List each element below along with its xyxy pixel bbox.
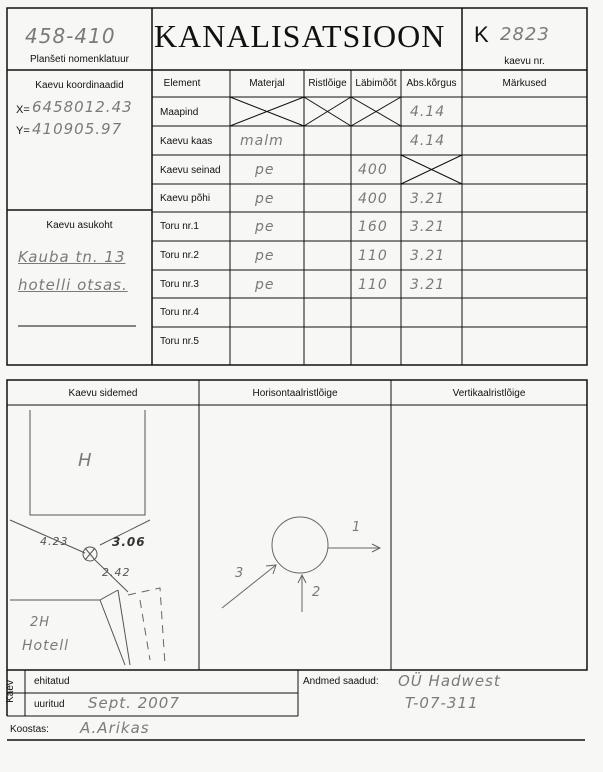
pipe-label-2: 2 (312, 585, 322, 600)
well-label: kaevu nr. (504, 56, 545, 67)
data-source-line2: T-07-311 (405, 694, 479, 712)
data-source-label: Andmed saadud: (303, 676, 379, 687)
location-line2: hotelli otsas. (18, 276, 128, 294)
row-element: Toru nr.2 (160, 250, 199, 261)
row-material: pe (255, 248, 275, 264)
sheet-label: Planšeti nomenklatuur (30, 54, 129, 65)
row-height: 4.14 (410, 133, 446, 149)
row-height: 3.21 (410, 191, 446, 207)
col-ristloige: Ristlõige (308, 78, 347, 89)
page-title: KANALISATSIOON (154, 18, 446, 54)
row-material: malm (240, 133, 284, 149)
row-material: pe (255, 277, 275, 293)
measured-label: uuritud (34, 699, 65, 710)
row-element: Toru nr.5 (160, 336, 199, 347)
horizontal-section-heading: Horisontaalristlõige (252, 388, 338, 399)
x-prefix: X= (16, 104, 30, 116)
distance-2: 3.06 (112, 535, 146, 549)
footer-side-label: Kaev (4, 680, 16, 703)
col-element: Element (163, 78, 201, 89)
row-element: Maapind (160, 107, 199, 118)
y-prefix: Y= (16, 125, 30, 137)
row-height: 3.21 (410, 248, 446, 264)
pipe-label-1: 1 (352, 520, 362, 535)
row-element: Kaevu seinad (160, 165, 221, 176)
row-diameter: 110 (358, 248, 388, 264)
row-diameter: 400 (358, 162, 388, 178)
author-value: A.Arikas (80, 719, 150, 737)
row-element: Toru nr.4 (160, 307, 199, 318)
data-source-line1: OÜ Hadwest (398, 672, 501, 690)
row-height: 4.14 (410, 104, 446, 120)
built-label: ehitatud (34, 676, 70, 687)
vertical-section-heading: Vertikaalristlõige (452, 388, 526, 399)
row-material: pe (255, 162, 275, 178)
row-material: pe (255, 191, 275, 207)
coords-label: Kaevu koordinaadid (35, 80, 124, 91)
col-materjal: Materjal (249, 78, 285, 89)
row-diameter: 110 (358, 277, 388, 293)
links-heading: Kaevu sidemed (68, 388, 138, 399)
distance-1: 4.23 (40, 535, 69, 548)
row-height: 3.21 (410, 277, 446, 293)
building-h: H (78, 450, 93, 471)
sheet-value: 458-410 (25, 24, 116, 48)
row-element: Kaevu põhi (160, 193, 211, 204)
col-markused: Märkused (502, 78, 547, 89)
x-coordinate: 6458012.43 (32, 98, 133, 116)
pipe-label-3: 3 (235, 566, 245, 581)
well-number: 2823 (500, 24, 550, 45)
row-height: 3.21 (410, 219, 446, 235)
location-line1: Kauba tn. 13 (18, 248, 126, 266)
measured-value: Sept. 2007 (88, 694, 180, 712)
well-prefix: K (474, 22, 489, 47)
row-element: Kaevu kaas (160, 136, 213, 147)
col-labimoot: Läbimõõt (355, 78, 397, 89)
row-material: pe (255, 219, 275, 235)
distance-3: 2.42 (102, 566, 131, 579)
author-label: Koostas: (10, 724, 49, 735)
row-element: Toru nr.1 (160, 221, 199, 232)
row-element: Toru nr.3 (160, 279, 199, 290)
y-coordinate: 410905.97 (32, 120, 123, 138)
row-diameter: 160 (358, 219, 388, 235)
building-hotel: Hotell (22, 638, 69, 654)
row-diameter: 400 (358, 191, 388, 207)
col-abs-korgus: Abs.kõrgus (406, 78, 457, 89)
building-2h: 2H (30, 615, 51, 630)
location-label: Kaevu asukoht (46, 220, 113, 231)
